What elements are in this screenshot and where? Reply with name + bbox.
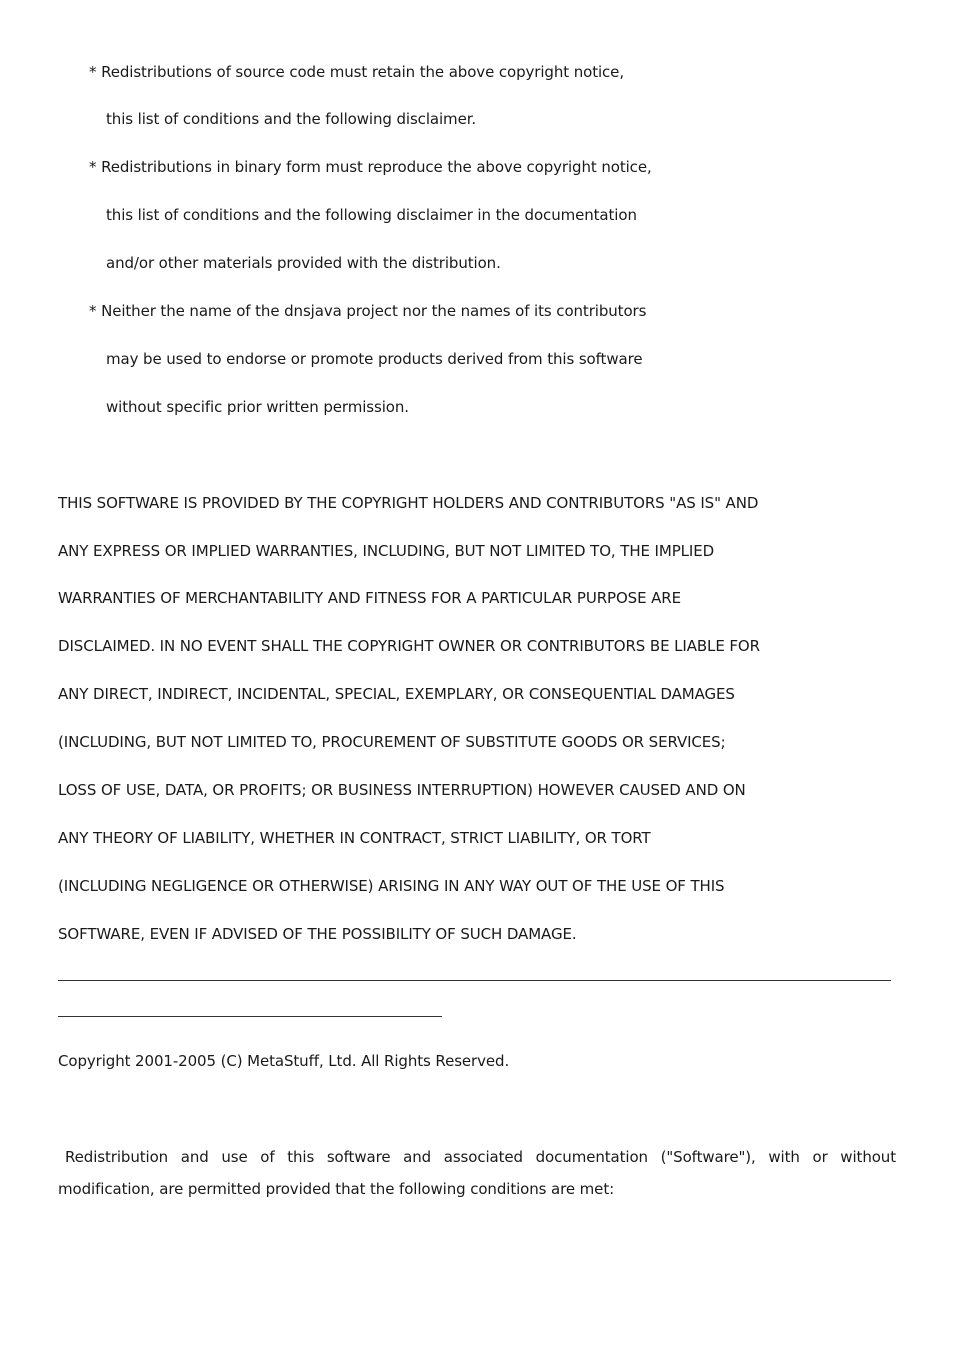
separator-rule-short: [58, 1016, 442, 1017]
condition-1-line-2: this list of conditions and the following disclaimer.: [106, 110, 477, 128]
condition-3-line-1: * Neither the name of the dnsjava project nor the names of its contributors: [89, 302, 647, 320]
disclaimer-line: LOSS OF USE, DATA, OR PROFITS; OR BUSINESS INTERRUPTION) HOWEVER CAUSED AND ON: [58, 781, 746, 799]
disclaimer-line: ANY EXPRESS OR IMPLIED WARRANTIES, INCLUDING, BUT NOT LIMITED TO, THE IMPLIED: [58, 542, 715, 560]
disclaimer-line: THIS SOFTWARE IS PROVIDED BY THE COPYRIGHT HOLDERS AND CONTRIBUTORS "AS IS" AND: [58, 494, 759, 512]
redistribution-paragraph: Redistribution and use of this software and associated documentation ("Software"), with or without modification, are permitted provided that the following conditions are met:: [58, 1148, 896, 1198]
condition-3-line-2: may be used to endorse or promote products derived from this software: [106, 350, 643, 368]
copyright-notice: Copyright 2001-2005 (C) MetaStuff, Ltd. All Rights Reserved.: [58, 1052, 510, 1070]
condition-2-line-1: * Redistributions in binary form must reproduce the above copyright notice,: [89, 158, 652, 176]
condition-3-line-3: without specific prior written permission.: [106, 398, 409, 416]
condition-1-line-1: * Redistributions of source code must retain the above copyright notice,: [89, 63, 624, 81]
disclaimer-line: ANY THEORY OF LIABILITY, WHETHER IN CONTRACT, STRICT LIABILITY, OR TORT: [58, 829, 651, 847]
disclaimer-line: SOFTWARE, EVEN IF ADVISED OF THE POSSIBILITY OF SUCH DAMAGE.: [58, 925, 577, 943]
disclaimer-line: WARRANTIES OF MERCHANTABILITY AND FITNESS FOR A PARTICULAR PURPOSE ARE: [58, 589, 682, 607]
condition-2-line-2: this list of conditions and the following disclaimer in the documentation: [106, 206, 637, 224]
condition-2-line-3: and/or other materials provided with the distribution.: [106, 254, 501, 272]
separator-rule-long: [58, 980, 891, 981]
disclaimer-line: (INCLUDING NEGLIGENCE OR OTHERWISE) ARISING IN ANY WAY OUT OF THE USE OF THIS: [58, 877, 725, 895]
disclaimer-line: (INCLUDING, BUT NOT LIMITED TO, PROCUREMENT OF SUBSTITUTE GOODS OR SERVICES;: [58, 733, 726, 751]
disclaimer-line: DISCLAIMED. IN NO EVENT SHALL THE COPYRIGHT OWNER OR CONTRIBUTORS BE LIABLE FOR: [58, 637, 760, 655]
disclaimer-line: ANY DIRECT, INDIRECT, INCIDENTAL, SPECIAL, EXEMPLARY, OR CONSEQUENTIAL DAMAGES: [58, 685, 735, 703]
